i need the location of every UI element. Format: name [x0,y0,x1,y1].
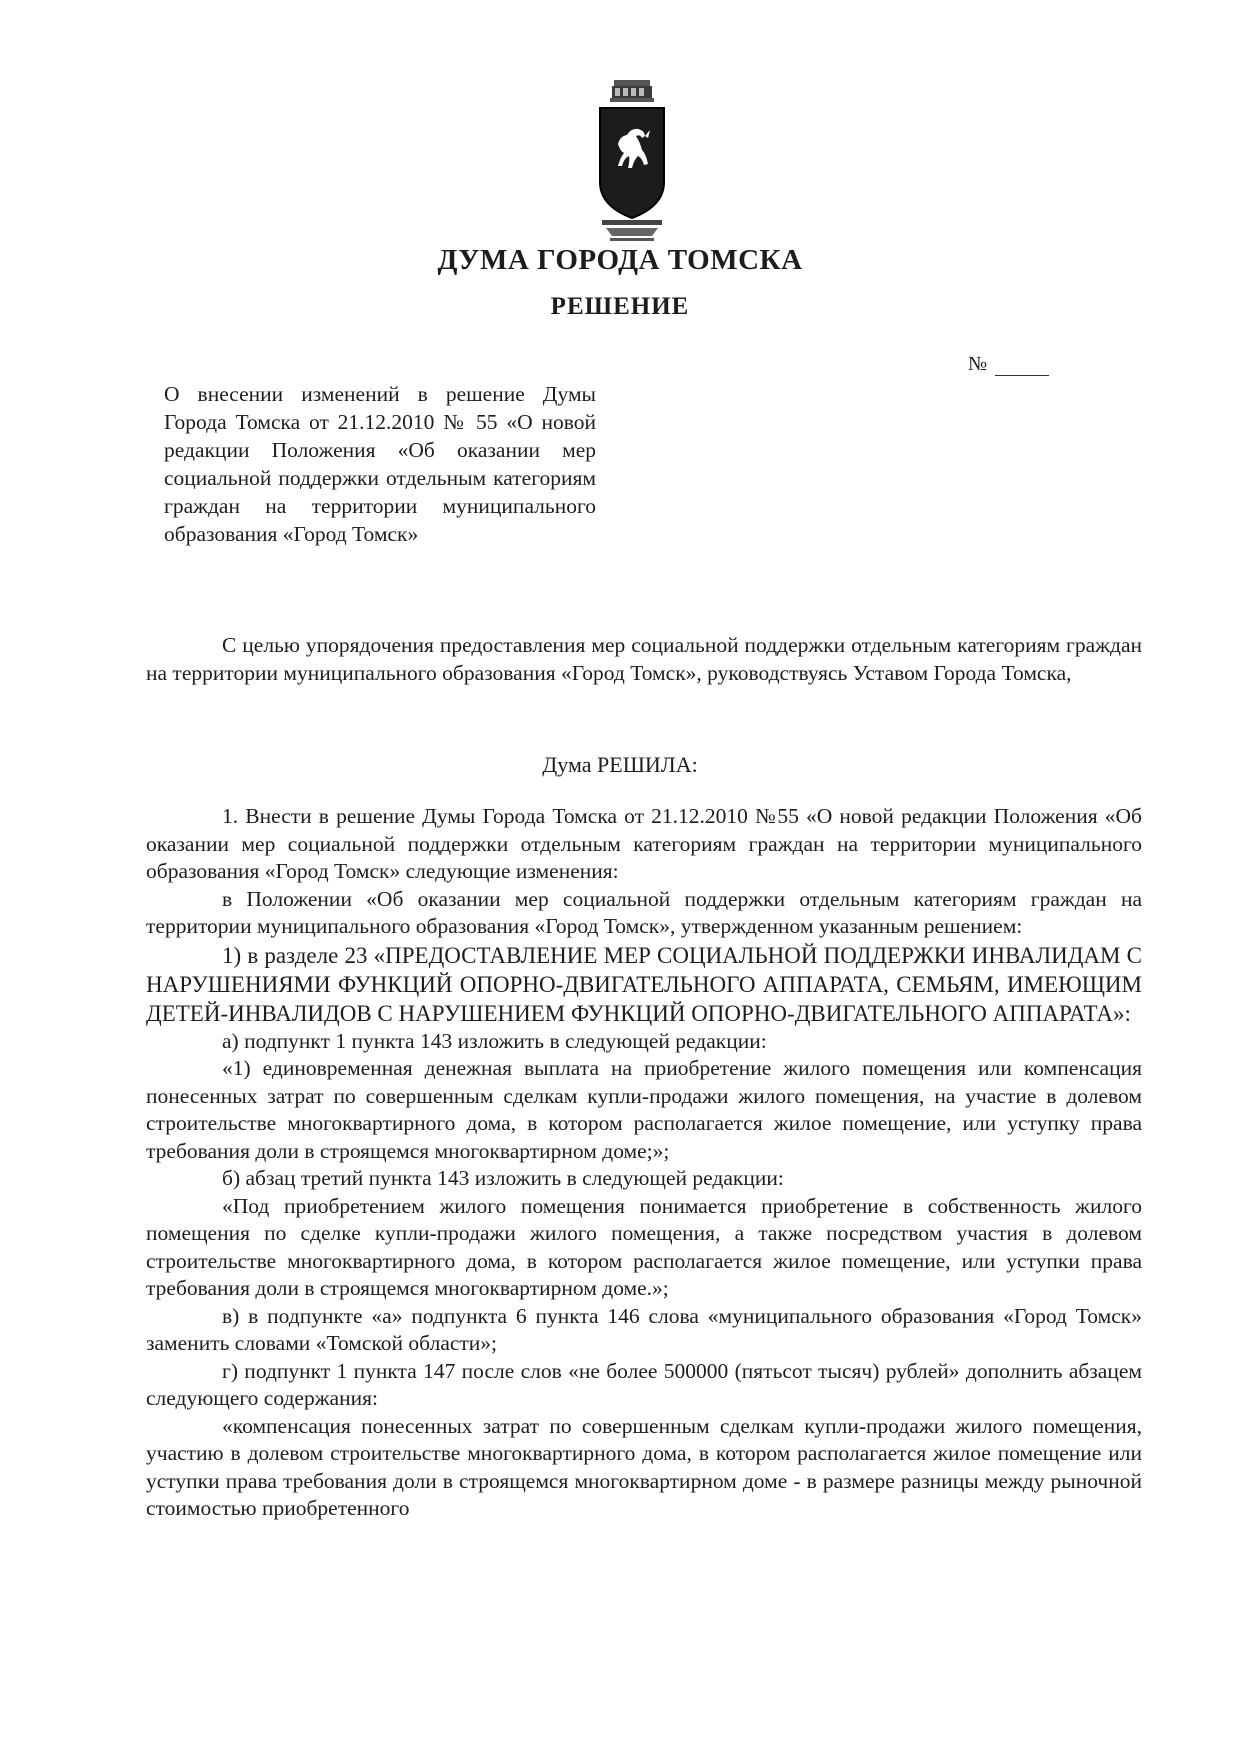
decision-body [146,803,1142,1523]
decided-heading: Дума РЕШИЛА: [542,752,698,777]
paragraph-item-b: б) абзац третий пункта 143 изложить в следующей редакции: [222,1166,784,1190]
paragraph-2: в Положении «Об оказании мер социальной поддержки отдельным категориям граждан на территории муниципального образования «Город Томск», утвержденном указанным решением: [146,886,1142,938]
preamble-text: С целью упорядочения предоставления мер социальной поддержки отдельным категориям граждан на территории муниципального образования «Город Томск», руководствуясь Уставом Города Томска, [146,633,1142,685]
paragraph-item-g: г) подпункт 1 пункта 147 после слов «не более 500000 (пятьсот тысяч) рублей» дополнить абзацем следующего содержания: [146,1358,1142,1410]
number-blank-line [995,357,1049,376]
document-type-title: РЕШЕНИЕ [550,293,690,320]
document-number [968,353,1049,376]
coat-of-arms-emblem [596,78,668,248]
paragraph-item-v: в) в подпункте «а» подпункта 6 пункта 146 слова «муниципального образования «Город Томск» заменить словами «Томской области»; [146,1303,1142,1355]
paragraph-item-b-text: «Под приобретением жилого помещения понимается приобретение в собственность жилого помещения по сделке купли-продажи жилого помещения, а также посредством участия в долевом строительстве многоквартирного дома, в котором располагается жилое помещение, или уступки права требования доли в строящемся многоквартирном доме.»; [146,1193,1142,1300]
subject-text: О внесении изменений в решение Думы Города Томска от 21.12.2010 № 55 «О новой редакции Положения «Об оказании мер социальной поддержки отдельным категориям граждан на территории муниципального образования «Город Томск» [164,382,596,546]
paragraph-item-a: а) подпункт 1 пункта 143 изложить в следующей редакции: [222,1028,767,1053]
organization-name: ДУМА ГОРОДА ТОМСКА [437,244,803,276]
paragraph-item-a-text: «1) единовременная денежная выплата на приобретение жилого помещения или компенсация понесенных затрат по совершенным сделкам купли-продажи жилого помещения, на участие в долевом строительстве многоквартирного дома, в котором располагается жилое помещение, или уступку права требования доли в строящемся многоквартирном доме;»; [146,1056,1142,1163]
paragraph-section-23: 1) в разделе 23 «ПРЕДОСТАВЛЕНИЕ МЕР СОЦИАЛЬНОЙ ПОДДЕРЖКИ ИНВАЛИДАМ С НАРУШЕНИЯМИ ФУНКЦИЙ ОПОРНО-ДВИГАТЕЛЬНОГО АППАРАТА, СЕМЬЯМ, ИМЕЮЩИМ ДЕТЕЙ-ИНВАЛИДОВ С НАРУШЕНИЕМ ФУНКЦИЙ ОПОРНО-ДВИГАТЕЛЬНОГО АППАРАТА»: [146,942,1142,1026]
number-label: № [968,353,988,375]
paragraph-item-g-text: «компенсация понесенных затрат по совершенным сделкам купли-продажи жилого помещения, участию в долевом строительстве многоквартирного дома, в котором располагается жилое помещение или уступки права требования доли в строящемся многоквартирном доме - в размере разницы между рыночной стоимостью приобретенного [146,1413,1142,1520]
preamble-block [146,632,1142,687]
paragraph-1: 1. Внести в решение Думы Города Томска от 21.12.2010 №55 «О новой редакции Положения «Об оказании мер социальной поддержки отдельным категориям граждан на территории муниципального образования «Город Томск» следующие изменения: [146,804,1142,883]
decision-subject [164,380,596,548]
